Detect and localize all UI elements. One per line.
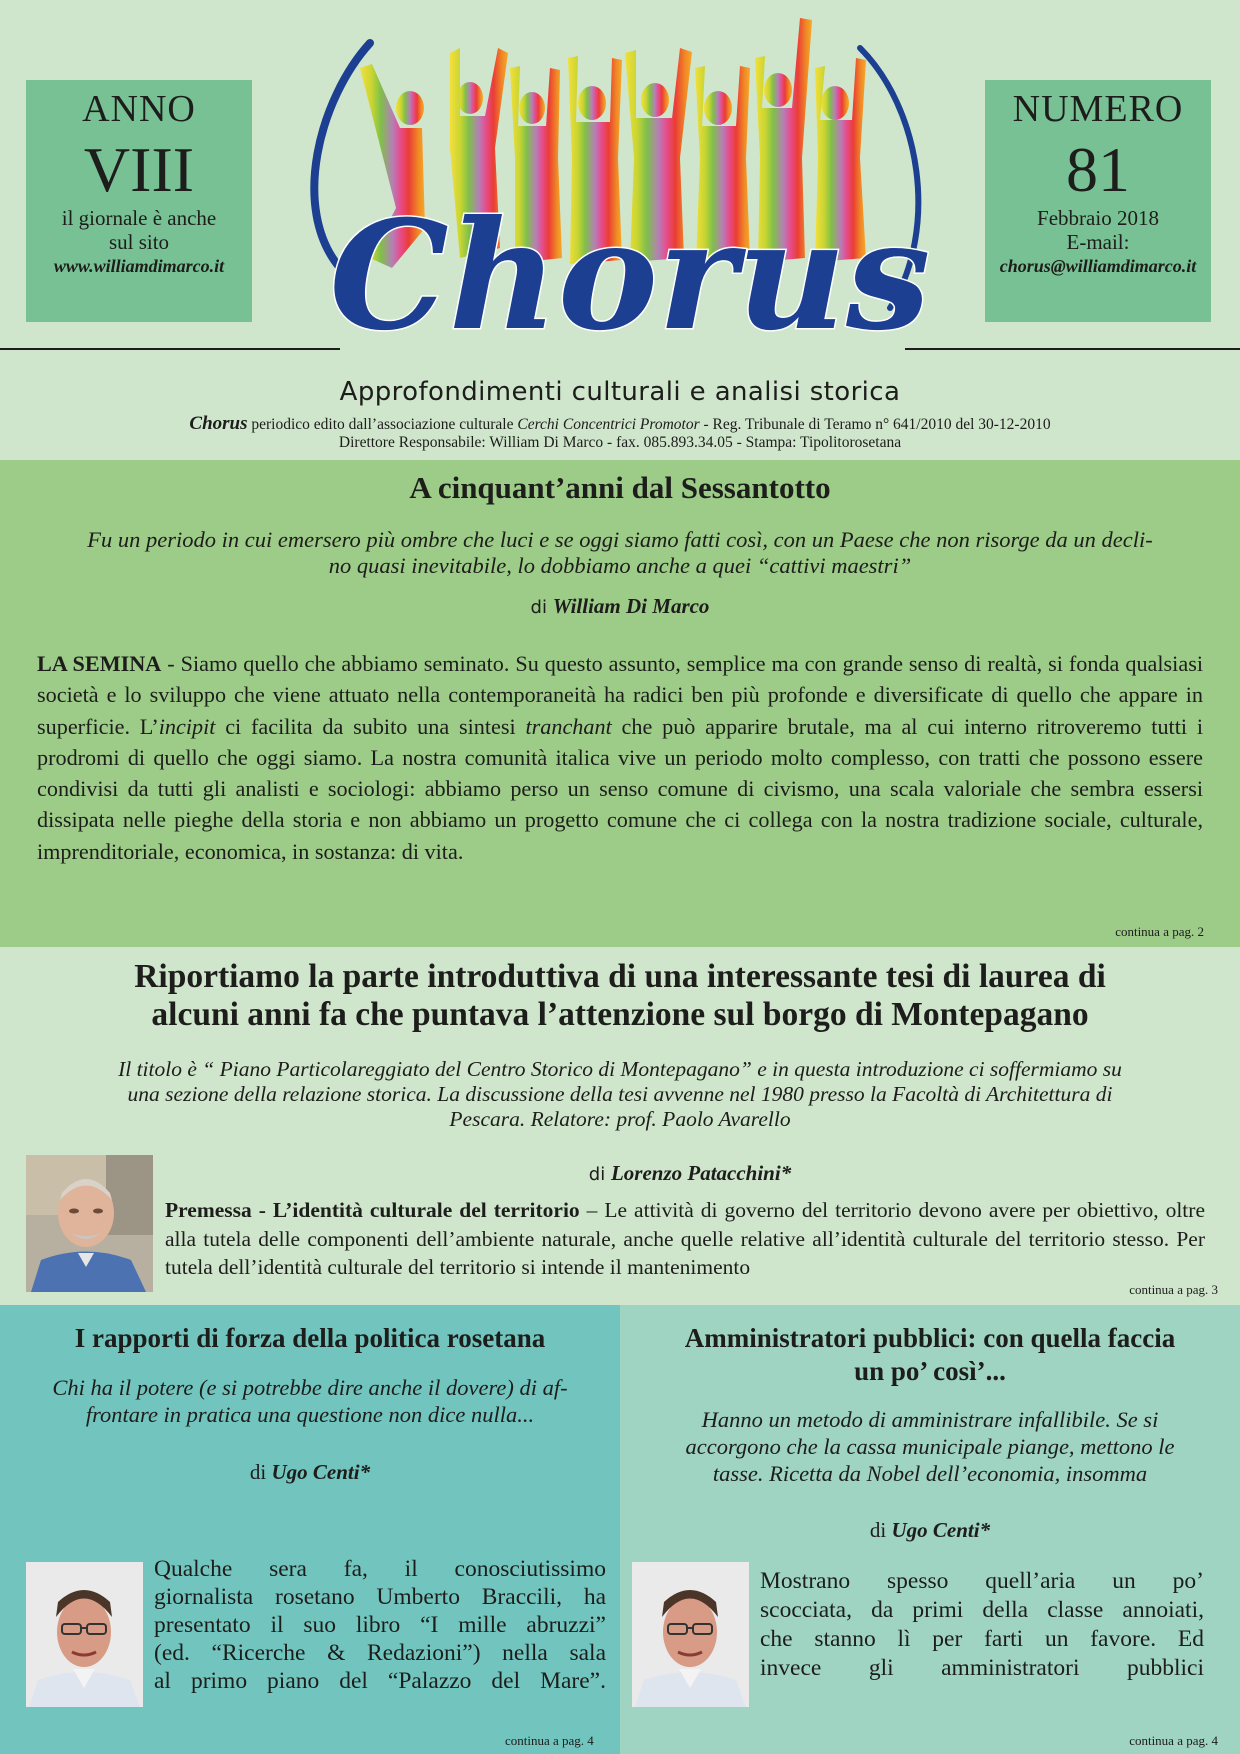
article1-body <box>37 648 1203 867</box>
article4-title-line1: Amministratori pubblici: con quella faccia <box>684 1323 1176 1353</box>
article4-lead-line1: Hanno un metodo di amministrare infallibile. Se si <box>701 1407 1159 1432</box>
byline-prefix: di <box>530 597 553 618</box>
article1-title[interactable]: A cinquant’anni dal Sessantotto <box>409 470 831 505</box>
byline-prefix: di <box>869 1518 892 1542</box>
article3-lead-line2: frontare in pratica una questione non dice nulla... <box>85 1402 535 1427</box>
byline-prefix: di <box>249 1460 272 1484</box>
imprint-text-1: periodico edito dall’associazione culturale <box>247 416 518 433</box>
numero-box <box>985 80 1211 322</box>
article2-lead-line2: una sezione della relazione storica. La discussione della tesi avvenne nel 1980 presso la Facoltà di Architettura di <box>127 1082 1113 1106</box>
imprint-text-2: - Reg. Tribunale di Teramo n° 641/2010 del 30-12-2010 <box>699 416 1051 433</box>
email-link[interactable]: chorus@williamdimarco.it <box>999 256 1197 277</box>
article4-byline <box>620 1518 1240 1543</box>
email-label: E-mail: <box>1066 230 1130 255</box>
article3-lead-line1: Chi ha il potere (e si potrebbe dire anche il dovere) di af- <box>52 1375 568 1400</box>
anno-box <box>26 80 252 322</box>
article1-author: William Di Marco <box>552 594 710 618</box>
site-note-line1: il giornale è anche <box>61 206 217 230</box>
article2-title[interactable] <box>0 958 1240 1034</box>
chorus-logo <box>300 8 940 364</box>
logo-wordmark: Chorus <box>329 188 931 364</box>
site-note-line2: sul sito <box>108 230 170 255</box>
article4-title[interactable] <box>632 1322 1228 1388</box>
article2-byline <box>300 1161 1080 1186</box>
article3-text-line: giornalista rosetano Umberto Braccili, ha <box>154 1584 606 1610</box>
imprint-name: Chorus <box>189 413 248 434</box>
article4-text-line: scocciata, da primi della classe annoiati, <box>760 1597 1204 1623</box>
article2-author: Lorenzo Patacchini* <box>610 1161 792 1185</box>
article4-text-line: invece gli amministratori pubblici <box>760 1655 1204 1681</box>
article3-text-line: Qualche sera fa, il conosciutissimo <box>154 1556 606 1582</box>
article4-continue-link[interactable]: continua a pag. 4 <box>1129 1733 1218 1748</box>
article2-continue-link[interactable]: continua a pag. 3 <box>1129 1282 1218 1297</box>
article1-section-label: LA SEMINA <box>37 651 162 676</box>
article1-continue-link[interactable]: continua a pag. 2 <box>1115 924 1204 939</box>
article4-lead-line2: accorgono che la cassa municipale piange, mettono le <box>685 1434 1175 1459</box>
article1-text-2: ci facilita da subito una sintesi <box>215 713 526 739</box>
numero-value: 81 <box>1066 134 1130 205</box>
article1-lead <box>30 527 1210 579</box>
anno-label: ANNO <box>82 88 196 130</box>
article3-text-line: presentato il suo libro “I mille abruzzi” <box>154 1612 606 1638</box>
article4-text-line: che stanno lì per farti un favore. Ed <box>760 1626 1204 1652</box>
article1-text-1: - Siamo quello che abbiamo seminato. Su questo assunto, semplice ma con grande senso di realtà, si fonda qualsiasi società e lo sviluppo che viene attuato nella contemporaneità ha radici ben più profonde e diversificate di quello che appare in superficie. L’ <box>37 651 1203 739</box>
article2-title-line1: Riportiamo la parte introduttiva di una interessante tesi di laurea di <box>134 958 1106 995</box>
issue-date: Febbraio 2018 <box>1037 206 1159 230</box>
article2-lead-line3: Pescara. Relatore: prof. Paolo Avarello <box>449 1107 791 1131</box>
article3-title[interactable]: I rapporti di forza della politica rosetana <box>74 1323 546 1353</box>
article1-text-3: che può apparire brutale, ma al cui interno ritroveremo tutti i prodromi di quello che oggi siamo. La nostra comunità italica vive un periodo molto complesso, con tratti che possono essere condivisi da tutti gli analisti e sociologi: abbiamo perso un senso comune di civismo, una scala valoriale che sembra essersi dissipata nelle pieghe della storia e non abbiamo un progetto comune che ci collega con la nostra tradizione sociale, culturale, imprenditoriale, economica, in sostanza: di vita. <box>37 713 1203 864</box>
byline-prefix: di <box>588 1164 611 1185</box>
article1-incipit: incipit <box>158 713 216 739</box>
article3-lead <box>20 1374 600 1428</box>
article2-lead <box>30 1057 1210 1132</box>
article1-lead-line2: no quasi inevitabile, lo dobbiamo anche a quei “cattivi maestri” <box>328 553 912 578</box>
numero-label: NUMERO <box>1012 88 1184 130</box>
article2-title-line2: alcuni anni fa che puntava l’attenzione sul borgo di Montepagano <box>151 996 1089 1033</box>
article4-lead-line3: tasse. Ricetta da Nobel dell’economia, insomma <box>712 1461 1148 1486</box>
anno-value: VIII <box>83 134 195 205</box>
article4-author: Ugo Centi* <box>891 1518 991 1542</box>
article3-continue-link[interactable]: continua a pag. 4 <box>505 1733 594 1748</box>
imprint-association: Cerchi Concentrici Promotor <box>517 416 700 433</box>
article1-byline <box>0 594 1240 619</box>
article1-lead-line1: Fu un periodo in cui emersero più ombre che luci e se oggi siamo fatti così, con un Paese che non risorge da un decli- <box>87 527 1153 552</box>
article4-text-line: Mostrano spesso quell’aria un po’ <box>760 1568 1204 1594</box>
article2-text: – Le attività di governo del territorio devono avere per obiettivo, oltre alla tutela delle componenti dell’ambiente naturale, anche quelle relative all’identità culturale del territorio stesso. Per tutela dell’identità culturale del territorio si intende il mantenimento <box>165 1198 1205 1279</box>
article3-text-line: al primo piano del “Palazzo del Mare”. <box>154 1668 606 1694</box>
article3-byline <box>0 1460 620 1485</box>
website-link[interactable]: www.williamdimarco.it <box>53 256 225 277</box>
imprint-line-1 <box>0 413 1240 435</box>
article3-text-line: (ed. “Ricerche & Redazioni”) nella sala <box>154 1640 606 1666</box>
author-photo-centi-2 <box>632 1562 749 1707</box>
masthead-subtitle: Approfondimenti culturali e analisi storica <box>339 377 901 407</box>
author-photo-centi-1 <box>26 1562 143 1707</box>
masthead-rule-right <box>905 348 1240 350</box>
imprint-line-2: Direttore Responsabile: William Di Marco - fax. 085.893.34.05 - Stampa: Tipolitorosetana <box>338 434 902 451</box>
article1-tranchant: tranchant <box>525 713 612 739</box>
article2-lead-line1: Il titolo è “ Piano Particolareggiato del Centro Storico di Montepagano” e in questa introduzione ci soffermiamo su <box>118 1057 1122 1081</box>
article4-title-line2: un po’ così’... <box>854 1356 1006 1386</box>
article3-author: Ugo Centi* <box>271 1460 371 1484</box>
article4-lead <box>640 1406 1220 1487</box>
author-photo-patacchini <box>26 1155 153 1292</box>
masthead-rule-left <box>0 348 340 350</box>
article2-body <box>165 1196 1205 1282</box>
article2-section-label: Premessa - L’identità culturale del territorio <box>165 1198 580 1222</box>
